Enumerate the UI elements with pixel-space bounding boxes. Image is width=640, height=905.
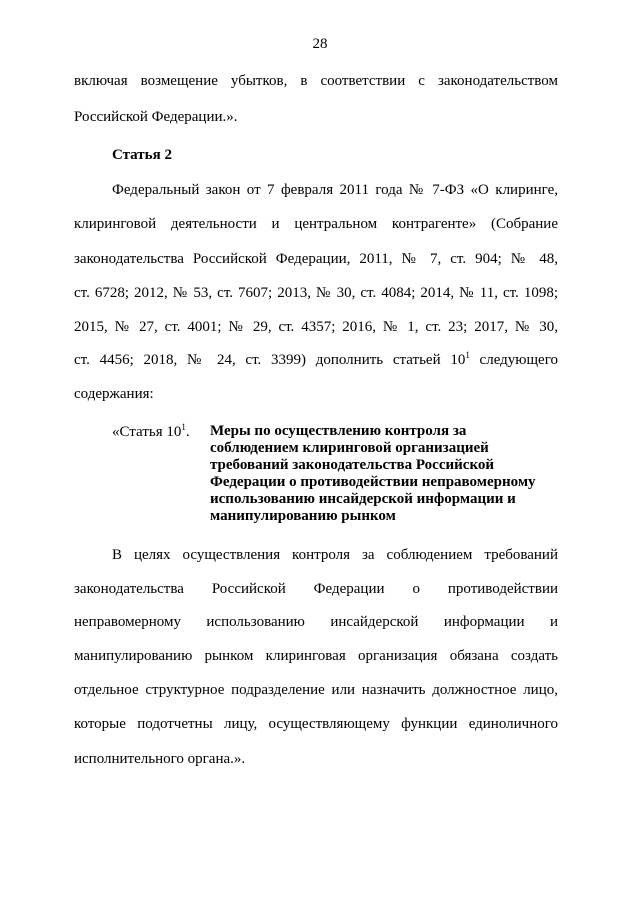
- new-article-title-line: манипулированию рынком: [210, 508, 396, 524]
- page-number: 28: [312, 36, 328, 52]
- body-line-4: манипулированию рынком клиринговая организация обязана создать: [74, 648, 558, 664]
- article-2-line-2: клиринговой деятельности и центральном контрагенте» (Собрание: [74, 216, 558, 232]
- new-article-title: [210, 423, 540, 525]
- article-2-line-1: Федеральный закон от 7 февраля 2011 года № 7-ФЗ «О клиринге,: [112, 182, 558, 198]
- body-line-2: законодательства Российской Федерации о противодействии: [74, 581, 558, 597]
- new-article-title-line: Федерации о противодействии неправомерному: [210, 474, 536, 490]
- intro-line-1: включая возмещение убытков, в соответствии с законодательством: [74, 73, 558, 89]
- article-2-line-6-after: следующего: [469, 352, 558, 368]
- body-line-1: В целях осуществления контроля за соблюдением требований: [112, 547, 558, 563]
- article-2-heading: Статья 2: [112, 147, 172, 163]
- article-2-line-6: [74, 351, 558, 369]
- new-article-label-before: «Статья 10: [112, 424, 182, 440]
- new-article-title-line: использованию инсайдерской информации и: [210, 491, 516, 507]
- new-article-label: [112, 423, 190, 441]
- intro-line-2: Российской Федерации.».: [74, 109, 238, 125]
- article-2-line-7: содержания:: [74, 386, 154, 402]
- article-2-line-3: законодательства Российской Федерации, 2011, № 7, ст. 904; № 48,: [74, 251, 558, 267]
- body-line-6: которые подотчетны лицу, осуществляющему функции единоличного: [74, 716, 558, 732]
- article-2-line-6-before: ст. 4456; 2018, № 24, ст. 3399) дополнить статьей 10: [74, 352, 466, 368]
- body-line-5: отдельное структурное подразделение или назначить должностное лицо,: [74, 682, 558, 698]
- new-article-title-line: требований законодательства Российской: [210, 457, 495, 473]
- new-article-title-line: Меры по осуществлению контроля за: [210, 423, 467, 439]
- article-2-line-6-superscript: 1: [465, 350, 470, 360]
- article-2-line-4: ст. 6728; 2012, № 53, ст. 7607; 2013, № 30, ст. 4084; 2014, № 11, ст. 1098;: [74, 285, 558, 301]
- new-article-title-line: соблюдением клиринговой организацией: [210, 440, 489, 456]
- article-2-line-5: 2015, № 27, ст. 4001; № 29, ст. 4357; 2016, № 1, ст. 23; 2017, № 30,: [74, 319, 558, 335]
- body-line-7: исполнительного органа.».: [74, 751, 246, 767]
- new-article-label-after: .: [185, 424, 190, 440]
- new-article-label-superscript: 1: [181, 422, 186, 432]
- body-line-3: неправомерному использованию инсайдерской информации и: [74, 614, 558, 630]
